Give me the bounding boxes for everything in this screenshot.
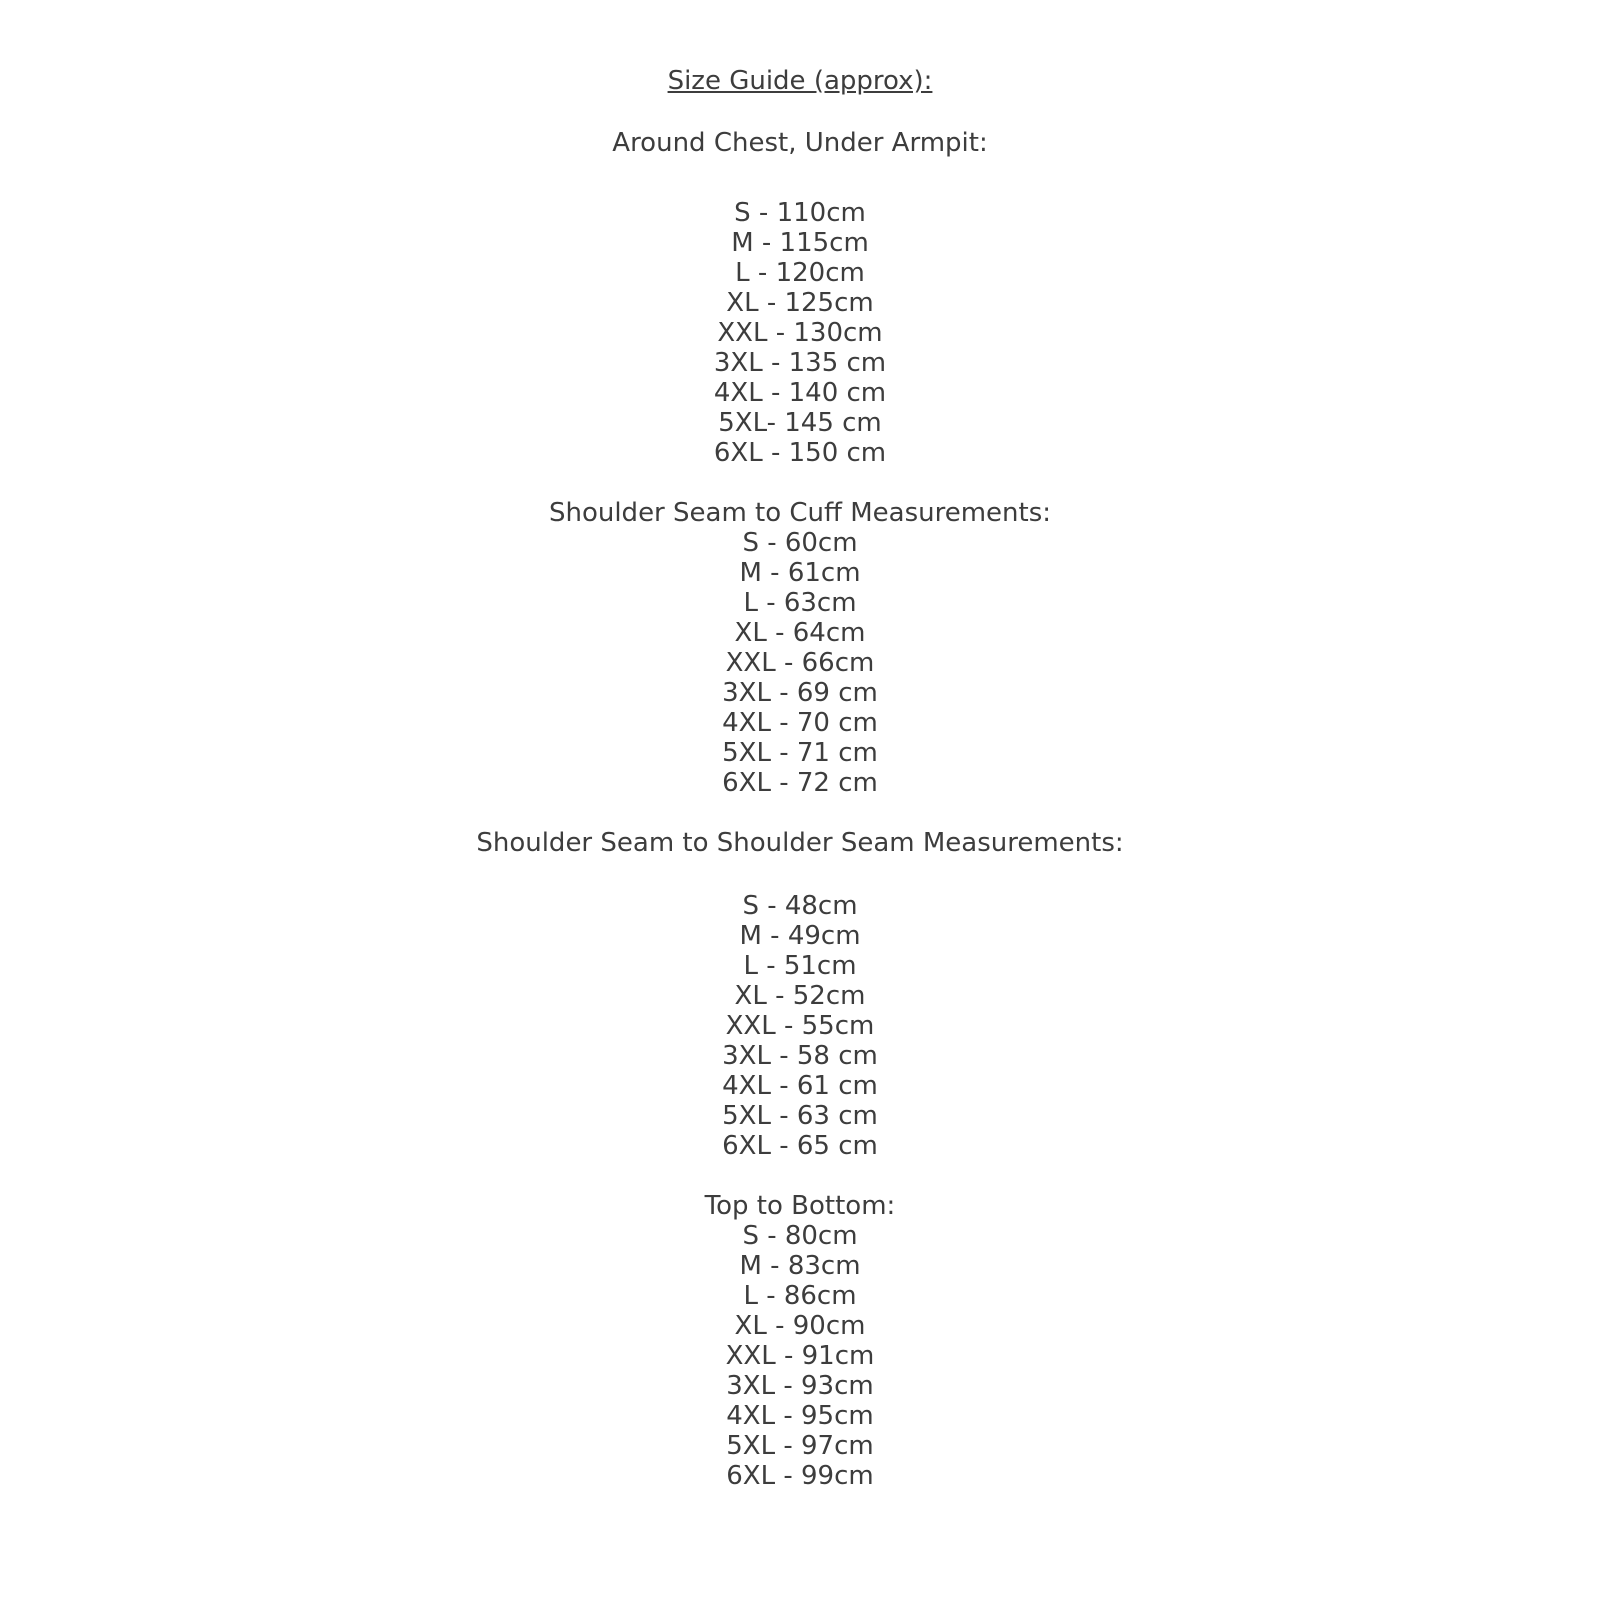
size-entry: M - 83cm [739, 1251, 861, 1281]
size-entry: L - 86cm [743, 1281, 857, 1311]
size-entry: XL - 64cm [734, 618, 866, 648]
section-heading-length: Top to Bottom: [704, 1191, 896, 1221]
size-entry: XL - 52cm [734, 981, 866, 1011]
size-entry: 4XL - 70 cm [722, 708, 878, 738]
size-entry: 5XL - 71 cm [722, 738, 878, 768]
size-entry: XL - 90cm [734, 1311, 866, 1341]
size-entry: L - 51cm [743, 951, 857, 981]
size-entry: 3XL - 135 cm [713, 348, 887, 378]
section-heading-chest: Around Chest, Under Armpit: [612, 128, 988, 158]
size-entry: XXL - 55cm [725, 1011, 875, 1041]
size-entry: 6XL - 72 cm [722, 768, 878, 798]
size-entry: XXL - 130cm [717, 318, 883, 348]
size-entry: 4XL - 140 cm [713, 378, 887, 408]
size-entry: 5XL - 97cm [726, 1431, 874, 1461]
size-entry: M - 49cm [739, 921, 861, 951]
size-list-length [33, 1221, 1567, 1491]
size-entry: 6XL - 99cm [726, 1461, 874, 1491]
size-list-shoulder [33, 891, 1567, 1161]
size-guide-document [33, 0, 1567, 1491]
size-entry: L - 63cm [743, 588, 857, 618]
size-entry: 3XL - 69 cm [722, 678, 878, 708]
size-entry: M - 61cm [739, 558, 861, 588]
size-entry: 6XL - 150 cm [713, 438, 887, 468]
size-entry: 3XL - 58 cm [722, 1041, 878, 1071]
size-entry: S - 60cm [742, 528, 858, 558]
size-entry: S - 80cm [742, 1221, 858, 1251]
size-entry: L - 120cm [735, 258, 865, 288]
section-length [33, 1191, 1567, 1491]
size-entry: 5XL - 63 cm [722, 1101, 878, 1131]
section-heading-shoulder: Shoulder Seam to Shoulder Seam Measurements: [476, 828, 1124, 858]
section-heading-cuff: Shoulder Seam to Cuff Measurements: [548, 498, 1052, 528]
size-list-chest [33, 198, 1567, 468]
size-entry: XXL - 91cm [725, 1341, 875, 1371]
section-cuff [33, 498, 1567, 798]
size-entry: 6XL - 65 cm [722, 1131, 878, 1161]
size-entry: 3XL - 93cm [726, 1371, 874, 1401]
size-entry: M - 115cm [731, 228, 869, 258]
size-entry: 4XL - 95cm [726, 1401, 874, 1431]
size-list-cuff [33, 528, 1567, 798]
size-entry: 5XL- 145 cm [718, 408, 882, 438]
size-entry: XL - 125cm [726, 288, 874, 318]
size-entry: S - 110cm [734, 198, 866, 228]
page-title: Size Guide (approx): [667, 66, 933, 96]
size-entry: XXL - 66cm [725, 648, 875, 678]
size-entry: S - 48cm [742, 891, 858, 921]
size-entry: 4XL - 61 cm [722, 1071, 878, 1101]
